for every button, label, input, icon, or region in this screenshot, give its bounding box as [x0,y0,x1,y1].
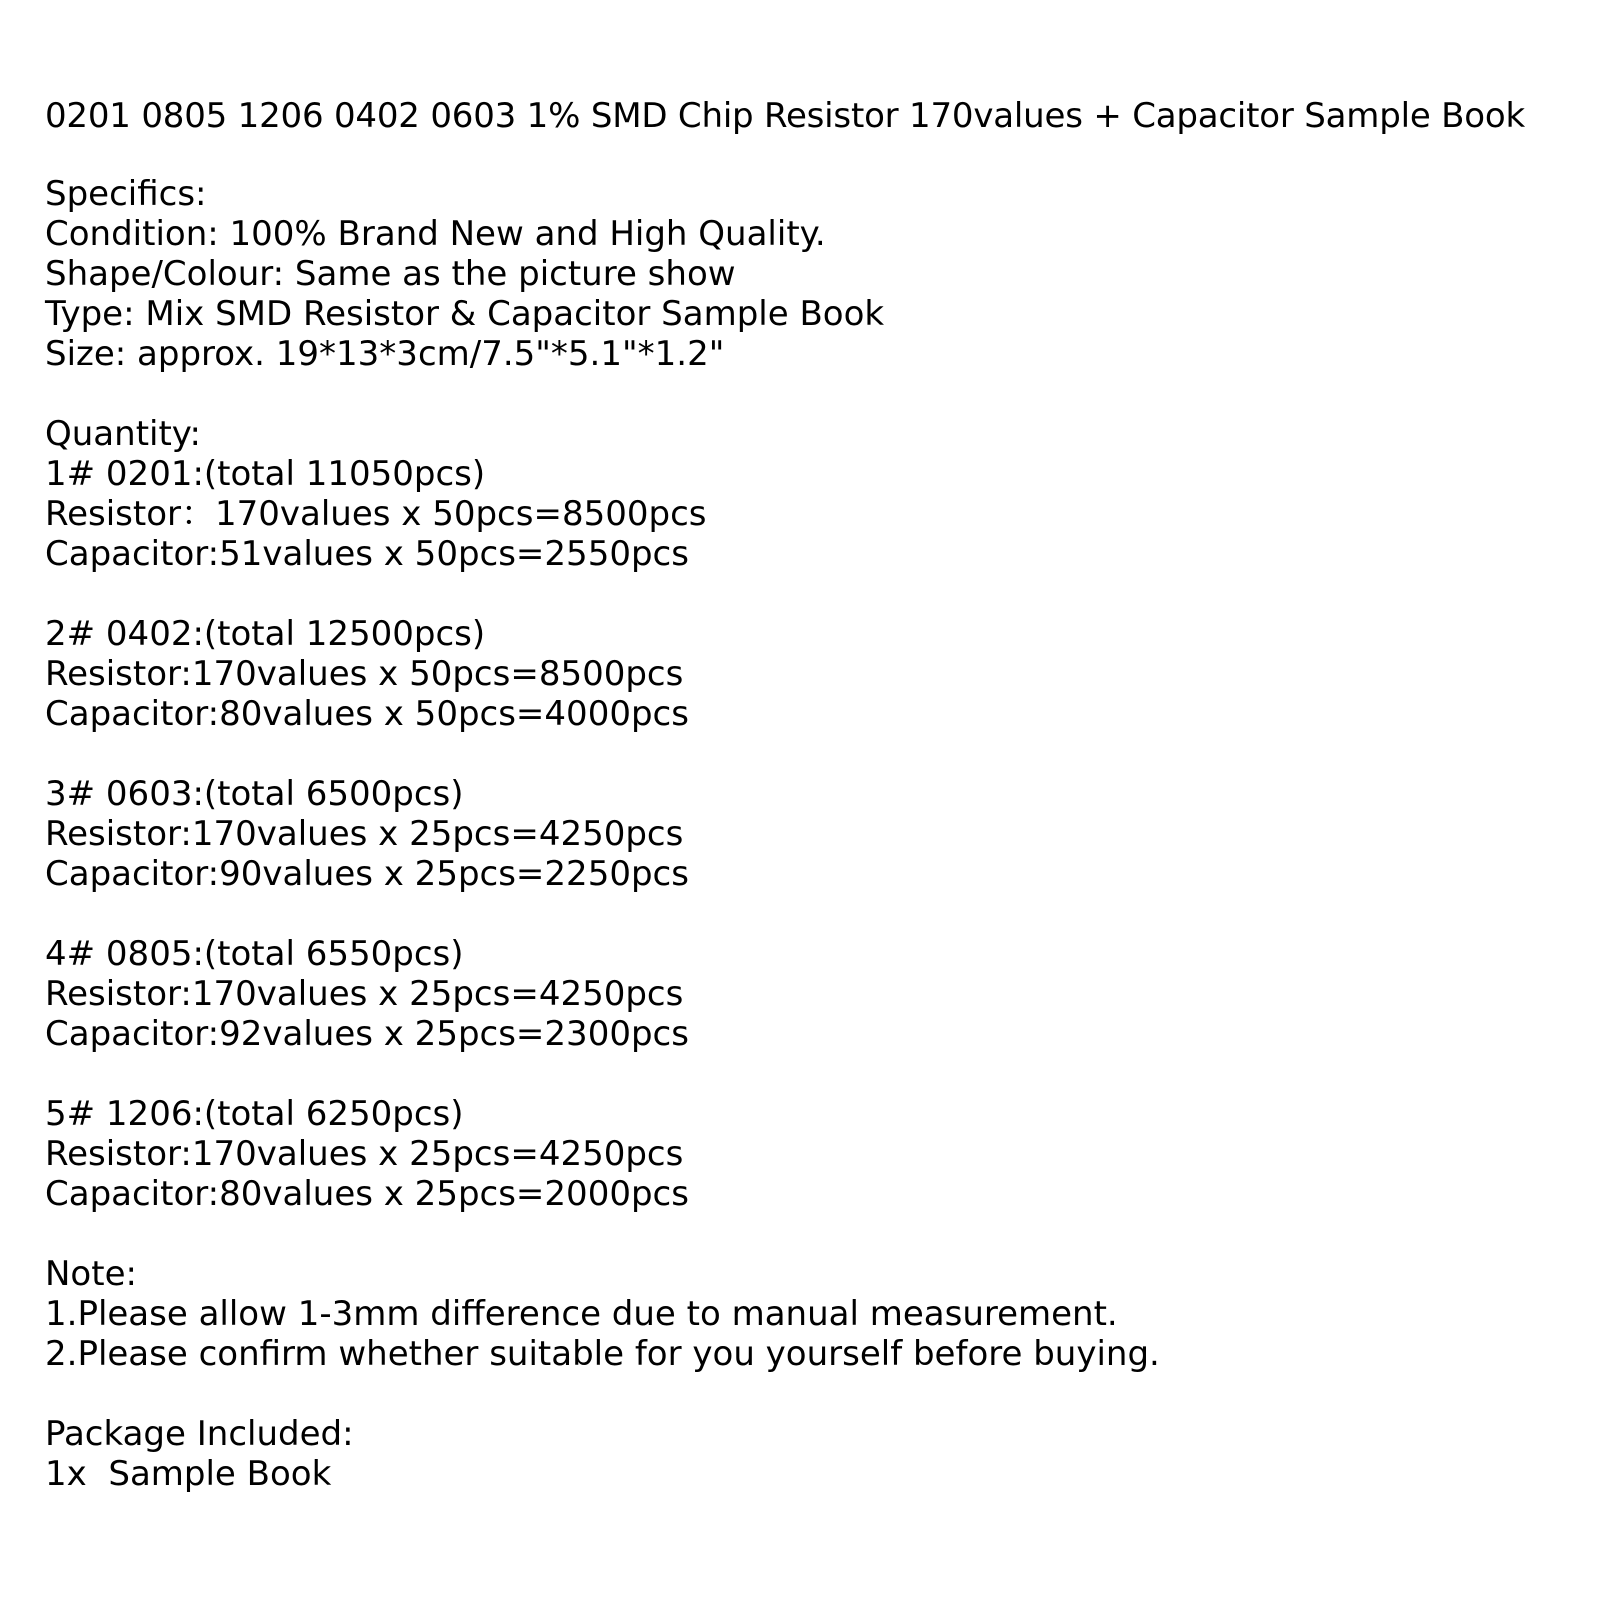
group-capacitor: Capacitor:92values x 25pcs=2300pcs [45,1014,689,1054]
note-line-2: 2.Please confirm whether suitable for you yourself before buying. [45,1334,1160,1374]
package-section [45,1414,1585,1494]
group-title: 4# 0805:(total 6550pcs) [45,934,464,974]
product-description [45,96,1585,1534]
quantity-group-0603 [45,774,1585,894]
quantity-group-0201 [45,414,1585,574]
product-title: 0201 0805 1206 0402 0603 1% SMD Chip Resistor 170values + Capacitor Sample Book [45,96,1526,136]
quantity-group-0402 [45,614,1585,734]
spec-shape-colour: Shape/Colour: Same as the picture show [45,254,736,294]
group-capacitor: Capacitor:80values x 50pcs=4000pcs [45,694,689,734]
spec-condition: Condition: 100% Brand New and High Quality. [45,214,826,254]
group-capacitor: Capacitor:90values x 25pcs=2250pcs [45,854,689,894]
group-resistor: Resistor：170values x 50pcs=8500pcs [45,494,707,534]
group-title: 5# 1206:(total 6250pcs) [45,1094,464,1134]
group-title: 1# 0201:(total 11050pcs) [45,454,486,494]
note-heading: Note: [45,1254,137,1294]
quantity-group-0805 [45,934,1585,1054]
group-title: 2# 0402:(total 12500pcs) [45,614,486,654]
group-resistor: Resistor:170values x 25pcs=4250pcs [45,1134,684,1174]
group-title: 3# 0603:(total 6500pcs) [45,774,464,814]
group-capacitor: Capacitor:80values x 25pcs=2000pcs [45,1174,689,1214]
note-line-1: 1.Please allow 1-3mm difference due to manual measurement. [45,1294,1118,1334]
group-capacitor: Capacitor:51values x 50pcs=2550pcs [45,534,689,574]
spec-type: Type: Mix SMD Resistor & Capacitor Sample Book [45,294,885,334]
package-item: 1x Sample Book [45,1454,332,1494]
specifics-heading: Specifics: [45,174,207,214]
package-heading: Package Included: [45,1414,354,1454]
group-resistor: Resistor:170values x 25pcs=4250pcs [45,814,684,854]
group-resistor: Resistor:170values x 50pcs=8500pcs [45,654,684,694]
quantity-heading: Quantity: [45,414,201,454]
specifics-section [45,174,1585,374]
quantity-group-1206 [45,1094,1585,1214]
group-resistor: Resistor:170values x 25pcs=4250pcs [45,974,684,1014]
note-section [45,1254,1585,1374]
spec-size: Size: approx. 19*13*3cm/7.5"*5.1"*1.2" [45,334,725,374]
